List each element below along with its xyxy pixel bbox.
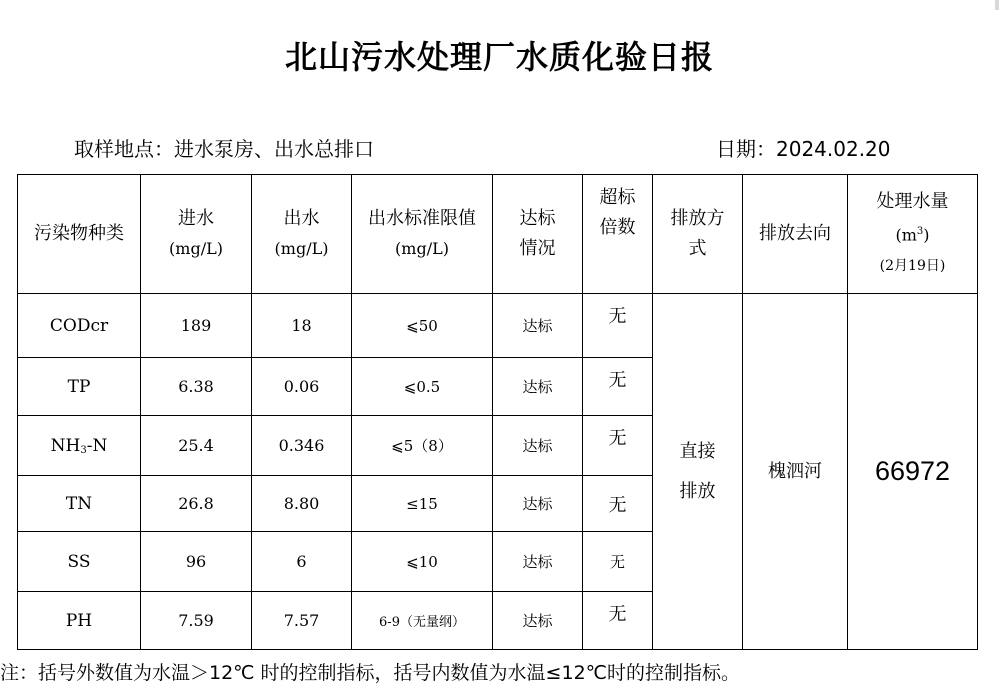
outflow-value: 0.06 — [252, 358, 352, 416]
status-value: 达标 — [493, 294, 583, 358]
pollutant-name: TN — [18, 476, 141, 532]
header-exceed-ratio: 超标 倍数 — [583, 175, 653, 294]
status-value: 达标 — [493, 416, 583, 476]
header-treated-volume: 处理水量 $(m^3)$ (2月19日) — [848, 175, 978, 294]
inflow-value: 26.8 — [141, 476, 252, 532]
header-discharge-mode: 排放方 式 — [653, 175, 743, 294]
discharge-mode: 直接 排放 — [653, 294, 743, 650]
water-quality-table — [17, 174, 978, 650]
discharge-destination: 槐泗河 — [743, 294, 848, 650]
pollutant-name: $NH_3-N$ — [18, 416, 141, 476]
outflow-value: 6 — [252, 532, 352, 592]
pollutant-name: CODcr — [18, 294, 141, 358]
exceed-value: 无 — [583, 294, 653, 358]
pollutant-name: TP — [18, 358, 141, 416]
exceed-value: 无 — [583, 592, 653, 650]
exceed-value: 无 — [583, 476, 653, 532]
inflow-value: 7.59 — [141, 592, 252, 650]
header-destination: 排放去向 — [743, 175, 848, 294]
pollutant-name: SS — [18, 532, 141, 592]
limit-value: ⩽5（8） — [352, 416, 493, 476]
header-limit: 出水标准限值 (mg/L) — [352, 175, 493, 294]
inflow-value: 189 — [141, 294, 252, 358]
table-row — [18, 294, 978, 358]
exceed-value: 无 — [583, 358, 653, 416]
limit-value: ⩽0.5 — [352, 358, 493, 416]
report-title: 北山污水处理厂水质化验日报 — [284, 38, 714, 76]
footnote: 注：括号外数值为水温＞12℃ 时的控制指标，括号内数值为水温≤12℃时的控制指标。 — [0, 662, 740, 684]
status-value: 达标 — [493, 592, 583, 650]
outflow-value: 18 — [252, 294, 352, 358]
inflow-value: 6.38 — [141, 358, 252, 416]
corner-mark — [995, 0, 999, 10]
header-outflow: 出水 (mg/L) — [252, 175, 352, 294]
exceed-value: 无 — [583, 532, 653, 592]
limit-value: ⩽10 — [352, 532, 493, 592]
limit-value: 6-9（无量纲） — [352, 592, 493, 650]
outflow-value: 7.57 — [252, 592, 352, 650]
outflow-value: 0.346 — [252, 416, 352, 476]
status-value: 达标 — [493, 532, 583, 592]
outflow-value: 8.80 — [252, 476, 352, 532]
header-status: 达标 情况 — [493, 175, 583, 294]
status-value: 达标 — [493, 358, 583, 416]
limit-value: ≤15 — [352, 476, 493, 532]
treated-volume: 66972 — [848, 294, 978, 650]
header-inflow: 进水 (mg/L) — [141, 175, 252, 294]
header-pollutant: 污染物种类 — [18, 175, 141, 294]
report-date: 日期：2024.02.20 — [716, 137, 891, 161]
sampling-location: 取样地点：进水泵房、出水总排口 — [74, 137, 374, 161]
inflow-value: 25.4 — [141, 416, 252, 476]
inflow-value: 96 — [141, 532, 252, 592]
limit-value: ⩽50 — [352, 294, 493, 358]
pollutant-name: PH — [18, 592, 141, 650]
status-value: 达标 — [493, 476, 583, 532]
exceed-value: 无 — [583, 416, 653, 476]
header-row — [18, 175, 978, 294]
